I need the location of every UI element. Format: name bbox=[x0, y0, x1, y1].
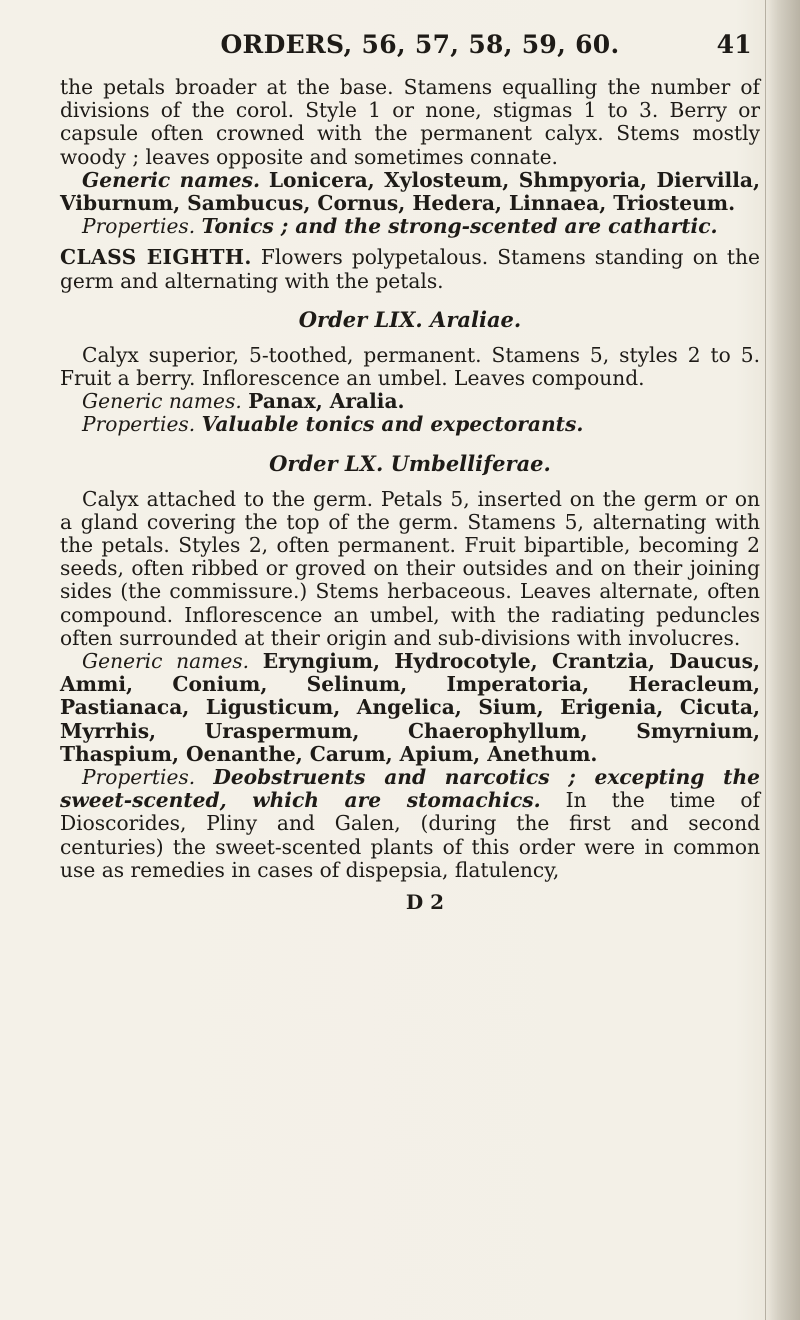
class-eighth-label: CLASS EIGHTH. bbox=[60, 245, 252, 270]
properties-label-1: Properties. bbox=[82, 214, 196, 239]
order-60-properties-text: In the time of Dioscorides, Pliny and Galen, (during the first and second centuries) the sweet-scented plants of this order were in common use as remedies in cases of dispepsia, flatulency, bbox=[60, 788, 761, 882]
page-text-block bbox=[60, 30, 760, 914]
properties-text-1: Tonics ; and the strong-scented are cathartic. bbox=[201, 214, 718, 239]
order-59-properties-label: Properties. bbox=[82, 412, 196, 437]
order-60-properties-label: Properties. bbox=[82, 765, 196, 790]
order-60-generic-text: Eryngium, Hydrocotyle, Crantzia, Daucus, Ammi, Conium, Selinum, Imperatoria, Heracleum, Pastianaca, Ligusticum, Angelica, Sium, Erigenia, Cicuta, Myrrhis, Uraspermum, Chaerophyllum, Smyrnium, Thaspium, Oenanthe, Carum, Apium, Anethum. bbox=[60, 649, 760, 766]
order-59-heading: Order LIX. Araliae. bbox=[298, 306, 522, 332]
order-59-properties bbox=[60, 413, 760, 436]
order-60-heading: Order LX. Umbelliferae. bbox=[269, 450, 551, 476]
generic-names-paragraph-1 bbox=[60, 169, 760, 215]
continued-paragraph: the petals broader at the base. Stamens equalling the number of divisions of the corol. Style 1 or none, stigmas 1 to 3. Berry or capsule often crowned with the permanent calyx. Stems mostly woody ; leaves opposite and sometimes connate. bbox=[60, 75, 760, 169]
generic-names-text-1: Lonicera, Xylosteum, Shmpyoria, Diervilla, Viburnum, Sambucus, Cornus, Hedera, Linnaea, Triosteum. bbox=[60, 167, 760, 216]
class-eighth-text: Flowers polypetalous. Stamens standing on the germ and alternating with the petals. bbox=[60, 245, 760, 293]
order-59-generic-names bbox=[60, 390, 760, 413]
order-59-description: Calyx superior, 5-toothed, permanent. Stamens 5, styles 2 to 5. Fruit a berry. Inflorescence an umbel. Leaves compound. bbox=[60, 342, 760, 391]
properties-paragraph-1 bbox=[60, 215, 760, 238]
page-number: 41 bbox=[716, 30, 752, 59]
order-60-properties-italic: Deobstruents and narcotics ; excepting the sweet-scented, which are stomachics. bbox=[60, 765, 760, 813]
order-60-generic-label: Generic names. bbox=[82, 649, 250, 674]
order-59-generic-label: Generic names. bbox=[82, 389, 242, 414]
class-eighth-paragraph bbox=[60, 246, 760, 292]
order-59-generic-text: Panax, Aralia. bbox=[248, 389, 405, 414]
order-60-description: Calyx attached to the germ. Petals 5, inserted on the germ or on a gland covering the top of the germ. Stamens 5, alternating with the petals. Styles 2, often permanent. Fruit bipartible, becoming 2 seeds, often ribbed or groved on their outsides and on their joining sides (the commissure.) Stems herbaceous. Leaves alternate, often compound. Inflorescence an umbel, with the radiating peduncles often surrounded at their origin and sub-divisions with involucres. bbox=[60, 486, 760, 650]
order-59-properties-text: Valuable tonics and expectorants. bbox=[201, 412, 584, 437]
header-title: ORDERS, 56, 57, 58, 59, 60. bbox=[220, 30, 620, 59]
generic-names-label-1: Generic names. bbox=[82, 167, 260, 192]
running-header bbox=[60, 30, 760, 70]
page-gutter-shadow bbox=[765, 0, 800, 1320]
signature-mark: D 2 bbox=[405, 890, 445, 915]
order-60-properties bbox=[60, 766, 760, 882]
order-60-generic-names bbox=[60, 650, 760, 766]
